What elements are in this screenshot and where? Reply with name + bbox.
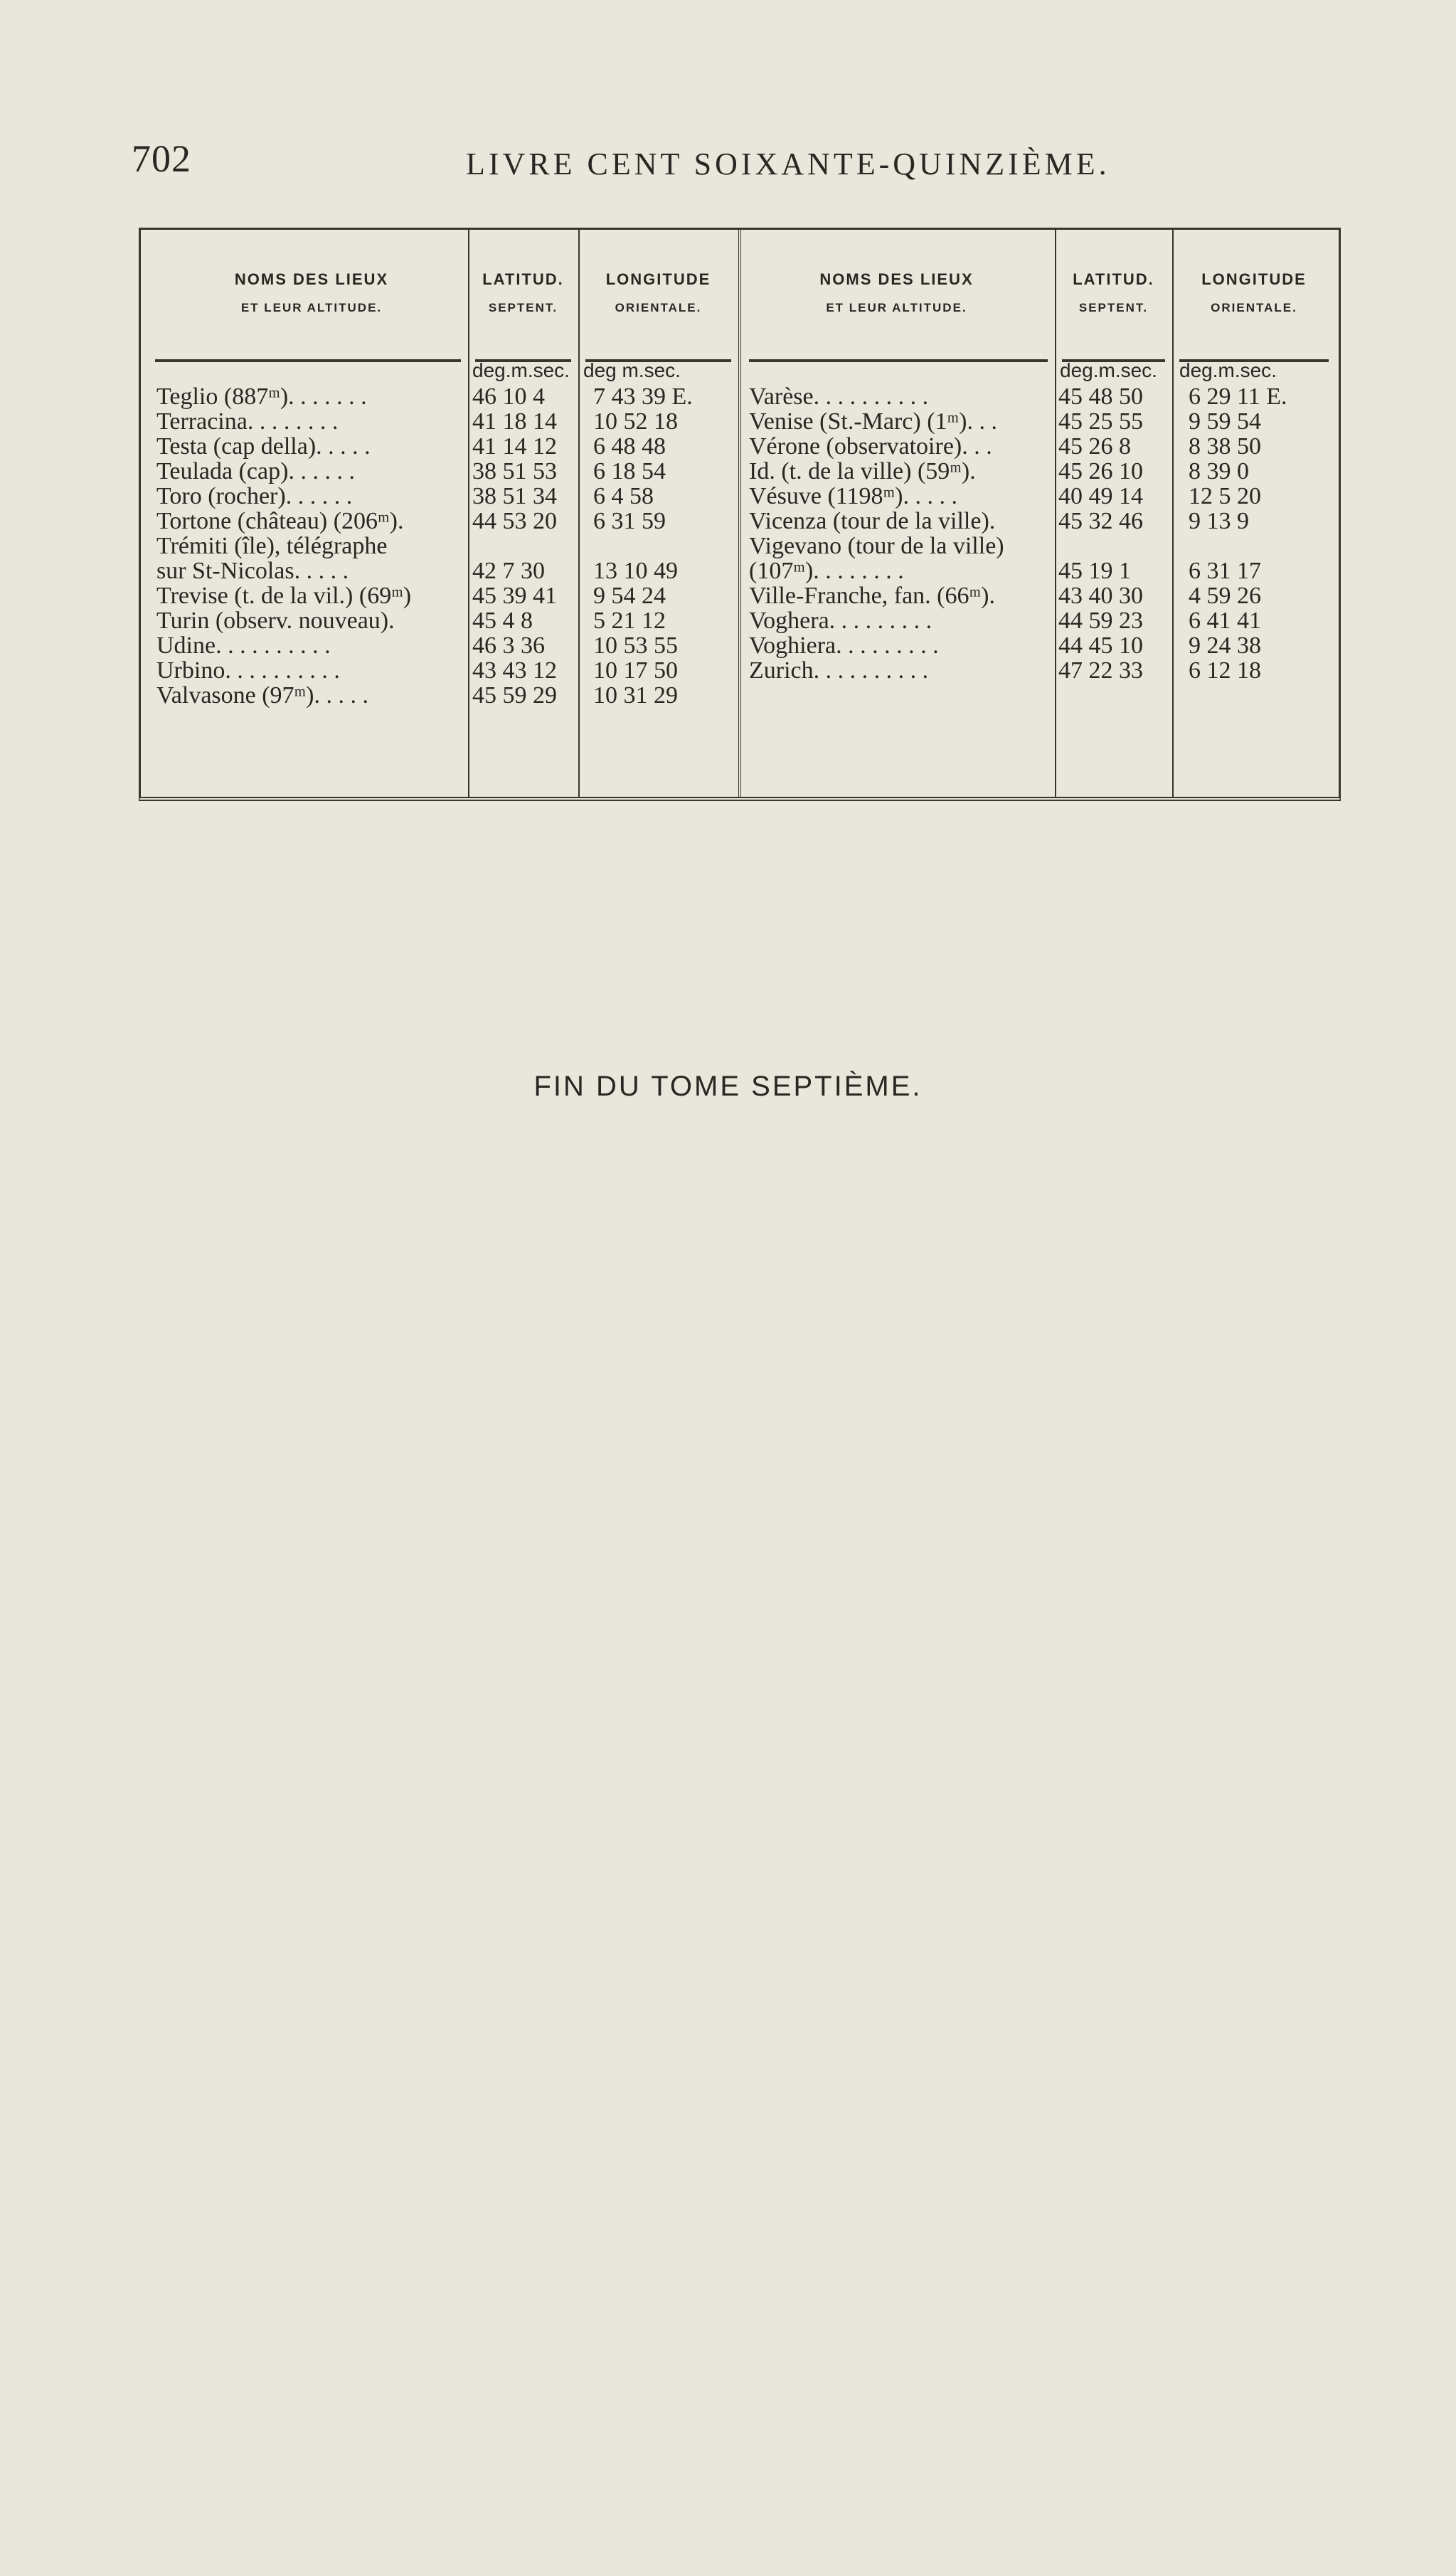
latitude-value: 44 45 10 [1058,632,1143,659]
latitude-value: 45 32 46 [1058,508,1143,534]
place-name: Varèse. . . . . . . . . . [749,383,929,410]
longitude-value: 7 43 39 E. [593,383,693,410]
running-head: LIVRE CENT SOIXANTE-QUINZIÈME. [466,147,1110,181]
place-name: Id. (t. de la ville) (59ᵐ). [749,458,976,484]
table-row [749,634,1332,658]
place-name: Vicenza (tour de la ville). [749,508,996,534]
longitude-value: 4 59 26 [1189,583,1261,609]
table-row [749,484,1332,509]
place-name: sur St-Nicolas. . . . . [156,558,349,584]
place-name: Zurich. . . . . . . . . . [749,657,929,684]
table-row [749,385,1332,409]
header-longitude-right: LONGITUDE ORIENTALE. [1201,270,1307,314]
place-name: Teulada (cap). . . . . . [156,458,355,484]
table-row [156,609,726,633]
longitude-value: 6 41 41 [1189,608,1261,634]
longitude-value: 6 31 17 [1189,558,1261,584]
longitude-value: 9 13 9 [1189,508,1249,534]
longitude-value: 10 31 29 [593,682,678,709]
header-latitude-left: LATITUD. SEPTENT. [482,270,564,314]
end-of-volume-text: FIN DU TOME SEPTIÈME. [533,1071,923,1102]
place-name: Urbino. . . . . . . . . . [156,657,340,684]
longitude-value: 10 52 18 [593,408,678,435]
latitude-value: 45 26 8 [1058,433,1131,460]
latitude-value: 45 59 29 [472,682,557,709]
table-row [749,460,1332,484]
longitude-value: 10 17 50 [593,657,678,684]
latitude-value: 46 3 36 [472,632,545,659]
longitude-value: 12 5 20 [1189,483,1261,509]
table-row [156,509,726,534]
place-name: Vésuve (1198ᵐ). . . . . [749,483,957,509]
longitude-value: 6 18 54 [593,458,666,484]
place-name: Udine. . . . . . . . . . [156,632,331,659]
table-row [156,435,726,459]
latitude-value: 42 7 30 [472,558,545,584]
place-name: Teglio (887ᵐ). . . . . . . [156,383,367,410]
longitude-value: 8 39 0 [1189,458,1249,484]
longitude-value: 6 31 59 [593,508,666,534]
latitude-value: 45 26 10 [1058,458,1143,484]
unit-latitude-left: deg.m.sec. [472,359,570,381]
longitude-value: 5 21 12 [593,608,666,634]
table-row [749,659,1332,683]
latitude-value: 43 40 30 [1058,583,1143,609]
place-name: Vigevano (tour de la ville) [749,533,1004,559]
table-row [749,509,1332,534]
unit-longitude-right: deg.m.sec. [1179,359,1277,381]
table-row [156,460,726,484]
latitude-value: 47 22 33 [1058,657,1143,684]
latitude-value: 44 59 23 [1058,608,1143,634]
place-name: Ville-Franche, fan. (66ᵐ). [749,583,995,609]
latitude-value: 41 14 12 [472,433,557,460]
longitude-value: 9 59 54 [1189,408,1261,435]
longitude-value: 6 12 18 [1189,657,1261,684]
place-name: Trevise (t. de la vil.) (69ᵐ) [156,583,412,609]
header-latitude-right: LATITUD. SEPTENT. [1073,270,1154,314]
place-name: Valvasone (97ᵐ). . . . . [156,682,368,709]
table-row [156,385,726,409]
place-name: Voghiera. . . . . . . . . [749,632,939,659]
unit-latitude-right: deg.m.sec. [1060,359,1157,381]
latitude-value: 45 19 1 [1058,558,1131,584]
table-row [156,684,726,708]
table-row [156,484,726,509]
longitude-value: 6 29 11 E. [1189,383,1287,410]
place-name: Turin (observ. nouveau). [156,608,395,634]
table-row [156,659,726,683]
latitude-value: 41 18 14 [472,408,557,435]
longitude-value: 6 48 48 [593,433,666,460]
latitude-value: 46 10 4 [472,383,545,410]
place-name: (107ᵐ). . . . . . . . [749,558,904,584]
latitude-value: 38 51 53 [472,458,557,484]
latitude-value: 44 53 20 [472,508,557,534]
table-row [749,410,1332,434]
longitude-value: 8 38 50 [1189,433,1261,460]
place-name: Voghera. . . . . . . . . [749,608,932,634]
table-row [749,534,1332,558]
table-row [749,609,1332,633]
latitude-value: 45 4 8 [472,608,533,634]
latitude-value: 38 51 34 [472,483,557,509]
longitude-value: 10 53 55 [593,632,678,659]
longitude-value: 13 10 49 [593,558,678,584]
place-name: Toro (rocher). . . . . . [156,483,353,509]
table-row [156,559,726,583]
latitude-value: 43 43 12 [472,657,557,684]
header-names-right: NOMS DES LIEUX ET LEUR ALTITUDE. [819,270,974,314]
header-names-left: NOMS DES LIEUX ET LEUR ALTITUDE. [234,270,389,314]
table-row [749,559,1332,583]
latitude-value: 40 49 14 [1058,483,1143,509]
place-name: Vérone (observatoire). . . [749,433,992,460]
latitude-value: 45 48 50 [1058,383,1143,410]
page-number: 702 [132,137,191,180]
longitude-value: 6 4 58 [593,483,654,509]
latitude-value: 45 39 41 [472,583,557,609]
table-row [749,584,1332,608]
longitude-value: 9 54 24 [593,583,666,609]
table-row [749,435,1332,459]
table-row [156,534,726,558]
table-row [156,584,726,608]
unit-longitude-left: deg m.sec. [583,359,681,381]
coordinates-table [139,228,1341,801]
place-name: Terracina. . . . . . . . [156,408,339,435]
table-row [156,634,726,658]
place-name: Trémiti (île), télégraphe [156,533,388,559]
place-name: Testa (cap della). . . . . [156,433,371,460]
latitude-value: 45 25 55 [1058,408,1143,435]
header-longitude-left: LONGITUDE ORIENTALE. [605,270,711,314]
table-row [156,410,726,434]
longitude-value: 9 24 38 [1189,632,1261,659]
place-name: Tortone (château) (206ᵐ). [156,508,404,534]
place-name: Venise (St.-Marc) (1ᵐ). . . [749,408,997,435]
